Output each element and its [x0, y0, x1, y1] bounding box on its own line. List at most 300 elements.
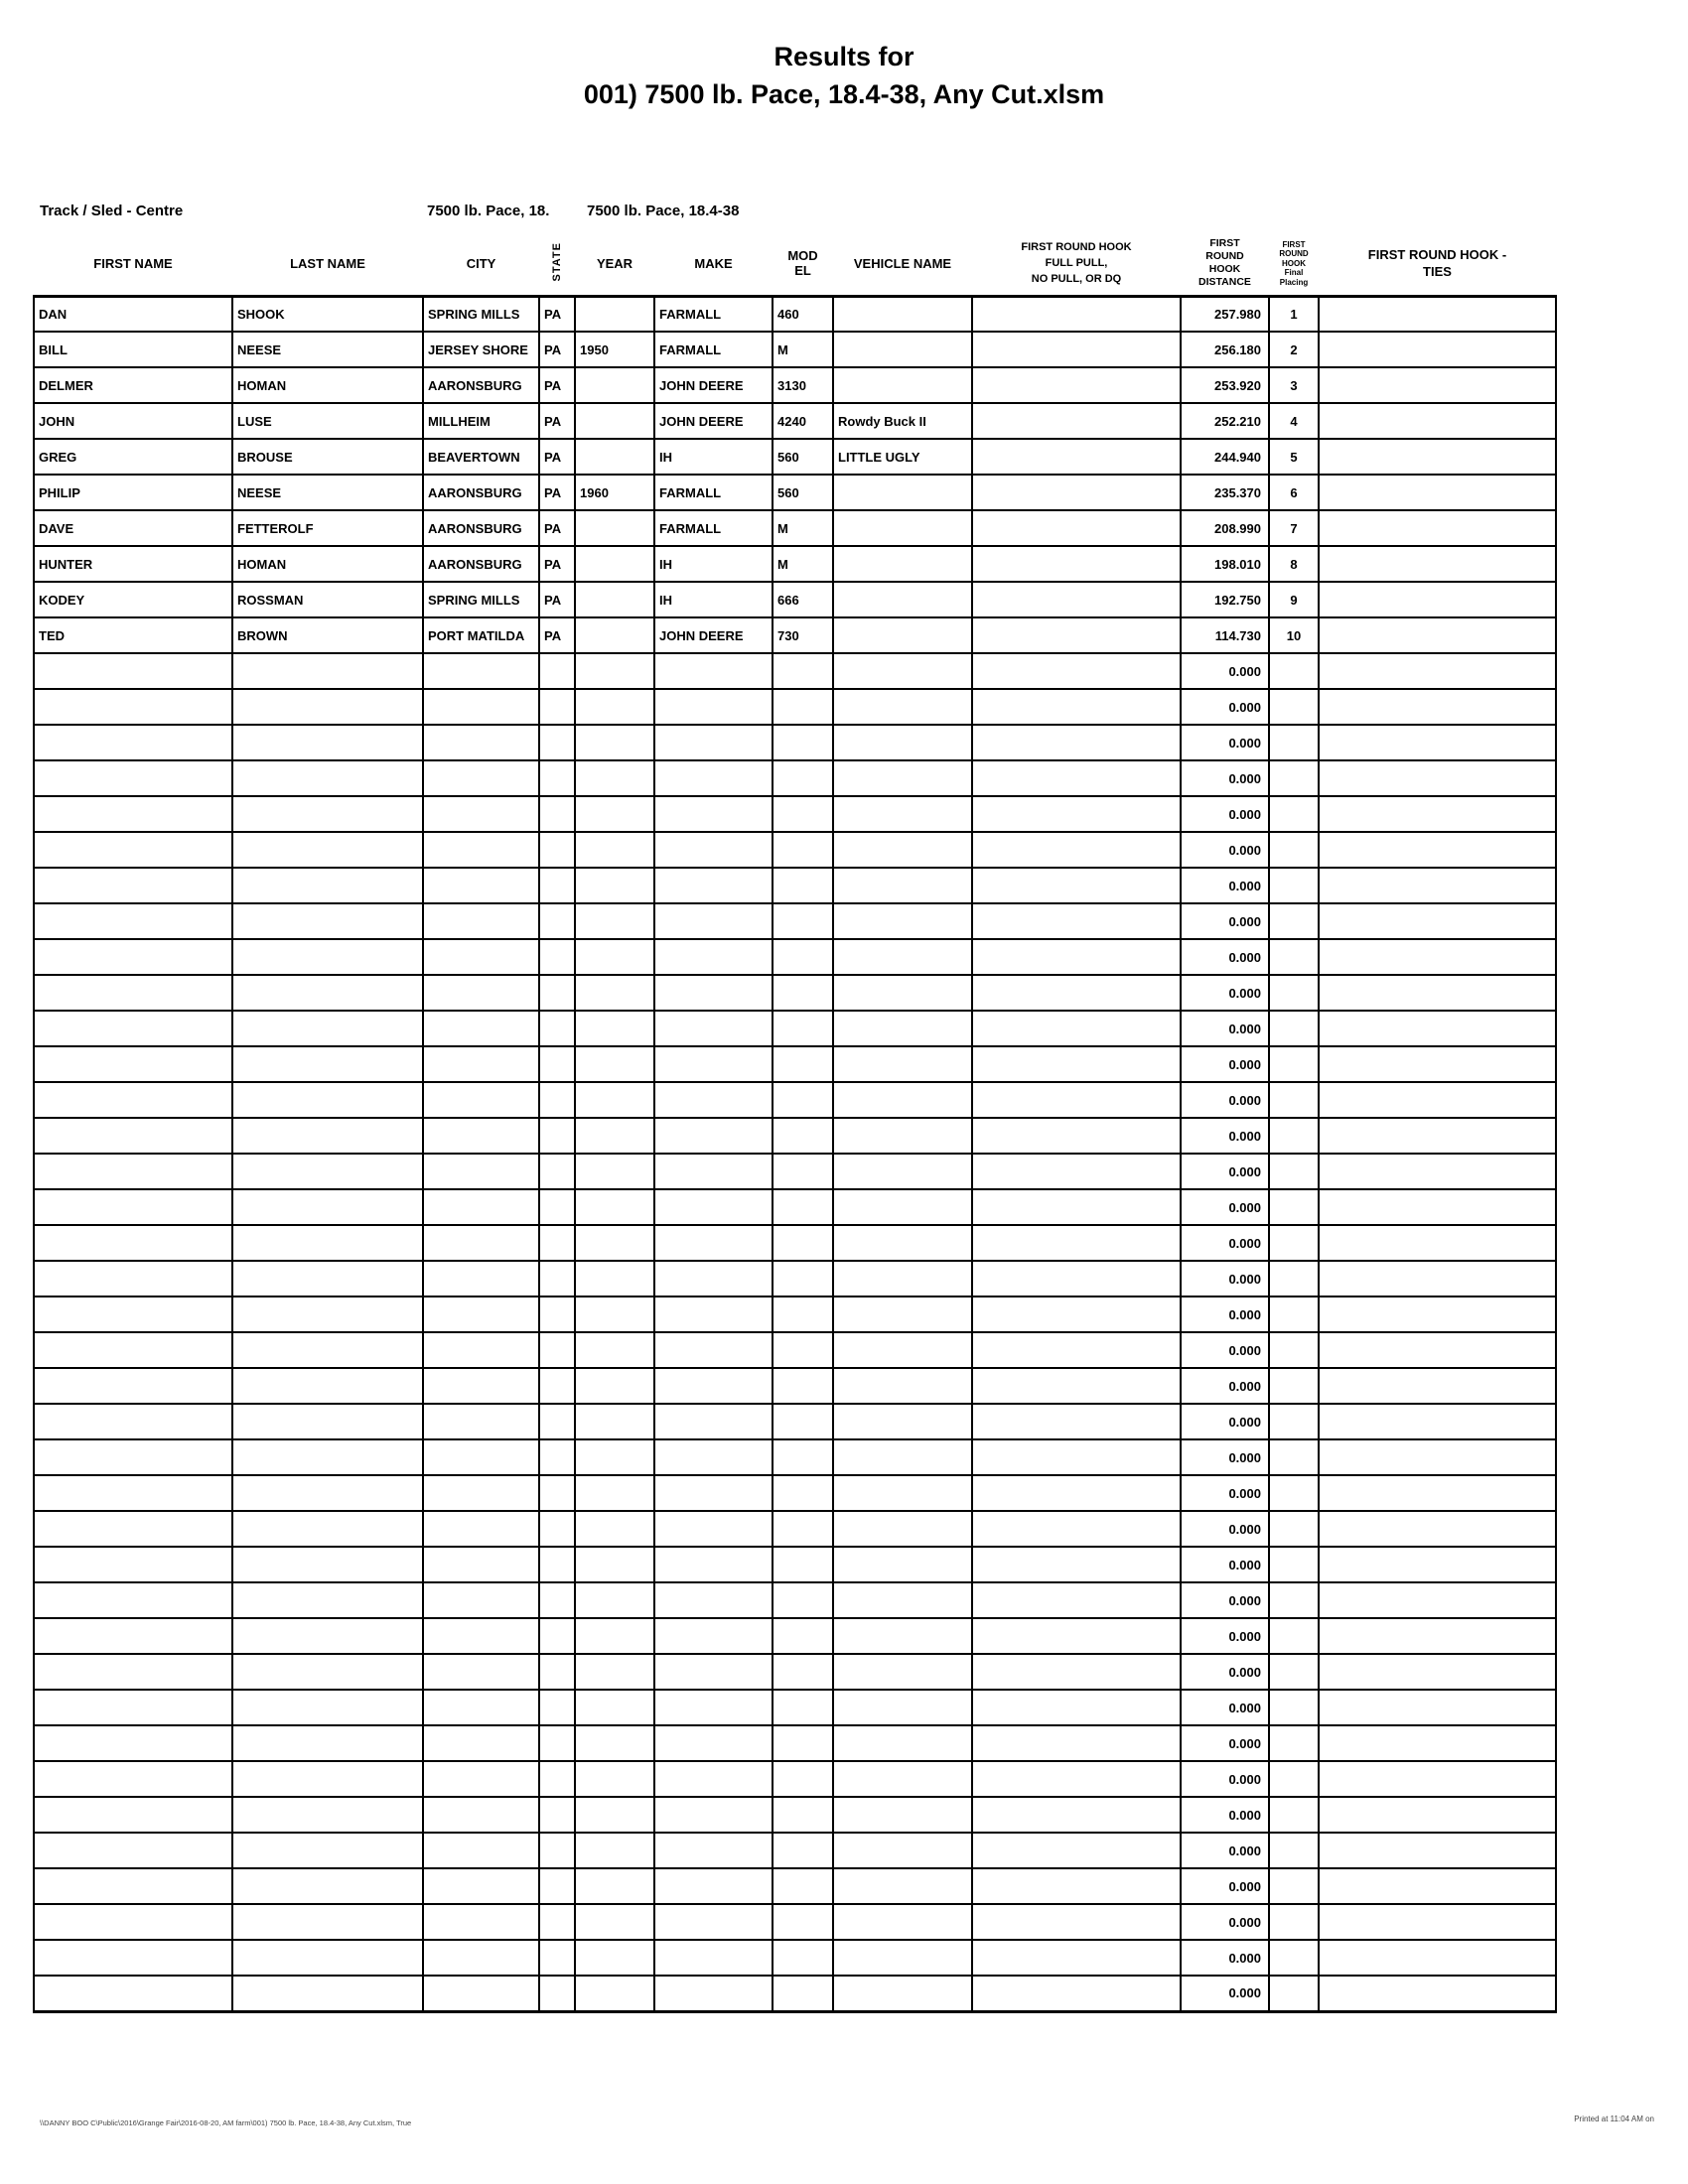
cell-first-round-hook-result: [972, 439, 1181, 475]
cell-first-round-hook-ties: [1319, 653, 1556, 689]
cell-city: [423, 1154, 539, 1189]
cell-first-round-hook-placing: [1269, 1833, 1319, 1868]
cell-first-round-hook-placing: [1269, 725, 1319, 760]
cell-vehicle-name: [833, 1797, 972, 1833]
cell-first-round-hook-result: [972, 903, 1181, 939]
cell-model: M: [773, 510, 833, 546]
cell-state: PA: [539, 367, 575, 403]
cell-first-round-hook-distance: 0.000: [1181, 1582, 1269, 1618]
cell-first-round-hook-distance: 0.000: [1181, 1904, 1269, 1940]
cell-first-round-hook-result: [972, 1368, 1181, 1404]
cell-vehicle-name: [833, 1261, 972, 1297]
cell-city: [423, 1011, 539, 1046]
cell-first-round-hook-result: [972, 1154, 1181, 1189]
cell-make: FARMALL: [654, 510, 773, 546]
cell-city: [423, 1725, 539, 1761]
cell-make: [654, 653, 773, 689]
cell-year: [575, 546, 654, 582]
cell-city: AARONSBURG: [423, 367, 539, 403]
header-year: YEAR: [596, 255, 633, 271]
cell-first-name: [34, 1439, 232, 1475]
track-sled-label: Track / Sled - Centre: [40, 203, 184, 219]
cell-last-name: [232, 1404, 423, 1439]
header-row: [34, 232, 1556, 296]
cell-state: [539, 975, 575, 1011]
cell-last-name: [232, 1868, 423, 1904]
cell-state: [539, 903, 575, 939]
cell-year: [575, 1261, 654, 1297]
cell-first-round-hook-result: [972, 1332, 1181, 1368]
cell-first-round-hook-distance: 244.940: [1181, 439, 1269, 475]
cell-last-name: [232, 1082, 423, 1118]
cell-make: [654, 1833, 773, 1868]
cell-first-name: [34, 1261, 232, 1297]
header-first-round-hook-placing: FIRST ROUND HOOK Final Placing: [1279, 239, 1309, 287]
cell-first-round-hook-ties: [1319, 1046, 1556, 1082]
cell-first-round-hook-distance: 0.000: [1181, 1297, 1269, 1332]
cell-first-round-hook-result: [972, 1261, 1181, 1297]
cell-first-round-hook-placing: [1269, 1118, 1319, 1154]
cell-vehicle-name: LITTLE UGLY: [833, 439, 972, 475]
cell-first-round-hook-distance: 0.000: [1181, 1797, 1269, 1833]
cell-vehicle-name: [833, 1761, 972, 1797]
cell-city: BEAVERTOWN: [423, 439, 539, 475]
table-row: [34, 1690, 1556, 1725]
cell-first-round-hook-result: [972, 868, 1181, 903]
cell-year: [575, 296, 654, 332]
cell-first-round-hook-result: [972, 939, 1181, 975]
cell-make: JOHN DEERE: [654, 403, 773, 439]
cell-year: [575, 1761, 654, 1797]
cell-vehicle-name: Rowdy Buck II: [833, 403, 972, 439]
cell-year: [575, 1618, 654, 1654]
cell-vehicle-name: [833, 689, 972, 725]
header-first-round-hook-result: FIRST ROUND HOOK FULL PULL, NO PULL, OR DQ: [1021, 241, 1132, 286]
cell-model: [773, 832, 833, 868]
cell-first-round-hook-result: [972, 1511, 1181, 1547]
cell-vehicle-name: [833, 975, 972, 1011]
cell-model: 560: [773, 439, 833, 475]
cell-model: [773, 1297, 833, 1332]
cell-year: [575, 582, 654, 617]
cell-city: [423, 903, 539, 939]
cell-first-round-hook-placing: [1269, 939, 1319, 975]
cell-vehicle-name: [833, 367, 972, 403]
cell-state: [539, 1833, 575, 1868]
cell-first-round-hook-distance: 0.000: [1181, 1189, 1269, 1225]
header-first-round-hook-distance: FIRST ROUND HOOK DISTANCE: [1198, 237, 1251, 289]
cell-city: [423, 1332, 539, 1368]
cell-first-round-hook-distance: 0.000: [1181, 1976, 1269, 2011]
cell-first-round-hook-distance: 253.920: [1181, 367, 1269, 403]
cell-year: [575, 689, 654, 725]
cell-year: [575, 1725, 654, 1761]
cell-first-round-hook-ties: [1319, 1940, 1556, 1976]
cell-last-name: LUSE: [232, 403, 423, 439]
table-row: [34, 1439, 1556, 1475]
cell-state: [539, 725, 575, 760]
table-row: [34, 1833, 1556, 1868]
table-row: [34, 725, 1556, 760]
cell-last-name: [232, 832, 423, 868]
cell-first-round-hook-result: [972, 1833, 1181, 1868]
table-row: [34, 1225, 1556, 1261]
cell-city: [423, 1833, 539, 1868]
cell-first-round-hook-placing: [1269, 1332, 1319, 1368]
cell-first-name: [34, 1547, 232, 1582]
table-row: [34, 1189, 1556, 1225]
cell-first-name: [34, 832, 232, 868]
cell-vehicle-name: [833, 617, 972, 653]
cell-last-name: [232, 1511, 423, 1547]
cell-last-name: [232, 939, 423, 975]
cell-state: [539, 868, 575, 903]
cell-make: [654, 1690, 773, 1725]
cell-vehicle-name: [833, 939, 972, 975]
cell-make: [654, 796, 773, 832]
cell-first-round-hook-ties: [1319, 1404, 1556, 1439]
cell-make: [654, 1225, 773, 1261]
cell-first-round-hook-placing: [1269, 1511, 1319, 1547]
cell-make: [654, 1618, 773, 1654]
cell-state: PA: [539, 332, 575, 367]
cell-city: [423, 653, 539, 689]
cell-last-name: NEESE: [232, 475, 423, 510]
cell-city: SPRING MILLS: [423, 296, 539, 332]
cell-first-name: [34, 796, 232, 832]
cell-make: [654, 1976, 773, 2011]
cell-city: [423, 1475, 539, 1511]
cell-state: [539, 653, 575, 689]
cell-state: [539, 1547, 575, 1582]
cell-first-round-hook-ties: [1319, 1511, 1556, 1547]
cell-city: [423, 1439, 539, 1475]
cell-vehicle-name: [833, 1654, 972, 1690]
table-row: [34, 403, 1556, 439]
cell-make: [654, 975, 773, 1011]
cell-model: [773, 1725, 833, 1761]
cell-vehicle-name: [833, 1725, 972, 1761]
cell-make: [654, 1154, 773, 1189]
cell-first-round-hook-ties: [1319, 1439, 1556, 1475]
cell-vehicle-name: [833, 1439, 972, 1475]
cell-year: [575, 975, 654, 1011]
cell-first-round-hook-result: [972, 367, 1181, 403]
cell-model: [773, 1904, 833, 1940]
cell-first-name: [34, 1690, 232, 1725]
cell-first-round-hook-distance: 0.000: [1181, 689, 1269, 725]
cell-first-round-hook-distance: 0.000: [1181, 868, 1269, 903]
cell-year: [575, 1225, 654, 1261]
cell-first-name: DAVE: [34, 510, 232, 546]
cell-first-round-hook-distance: 0.000: [1181, 1154, 1269, 1189]
cell-state: [539, 1154, 575, 1189]
table-row: [34, 653, 1556, 689]
table-row: [34, 475, 1556, 510]
cell-first-round-hook-ties: [1319, 1332, 1556, 1368]
cell-last-name: FETTEROLF: [232, 510, 423, 546]
cell-city: [423, 725, 539, 760]
cell-first-round-hook-distance: 0.000: [1181, 653, 1269, 689]
table-row: [34, 1118, 1556, 1154]
cell-first-round-hook-distance: 257.980: [1181, 296, 1269, 332]
cell-vehicle-name: [833, 1368, 972, 1404]
cell-make: IH: [654, 582, 773, 617]
table-row: [34, 1725, 1556, 1761]
cell-city: AARONSBURG: [423, 546, 539, 582]
table-row: [34, 1046, 1556, 1082]
cell-vehicle-name: [833, 1404, 972, 1439]
cell-model: [773, 1547, 833, 1582]
cell-last-name: HOMAN: [232, 546, 423, 582]
table-row: [34, 1404, 1556, 1439]
cell-year: [575, 403, 654, 439]
cell-first-round-hook-distance: 0.000: [1181, 1868, 1269, 1904]
cell-model: M: [773, 332, 833, 367]
cell-vehicle-name: [833, 1976, 972, 2011]
cell-first-round-hook-result: [972, 1582, 1181, 1618]
cell-first-round-hook-placing: [1269, 1976, 1319, 2011]
cell-vehicle-name: [833, 1868, 972, 1904]
cell-city: [423, 1654, 539, 1690]
cell-first-round-hook-distance: 0.000: [1181, 1011, 1269, 1046]
cell-first-name: [34, 1904, 232, 1940]
header-model: MOD EL: [787, 248, 818, 279]
table-row: [34, 689, 1556, 725]
table-row: [34, 1582, 1556, 1618]
cell-first-round-hook-placing: 6: [1269, 475, 1319, 510]
cell-make: [654, 1297, 773, 1332]
cell-last-name: [232, 1046, 423, 1082]
table-row: [34, 1654, 1556, 1690]
cell-city: [423, 1225, 539, 1261]
cell-first-round-hook-placing: 10: [1269, 617, 1319, 653]
cell-first-round-hook-placing: [1269, 1368, 1319, 1404]
cell-vehicle-name: [833, 1940, 972, 1976]
cell-first-round-hook-distance: 0.000: [1181, 1475, 1269, 1511]
cell-make: [654, 1082, 773, 1118]
cell-first-round-hook-distance: 0.000: [1181, 1261, 1269, 1297]
page-title: Results for: [774, 42, 914, 71]
cell-first-round-hook-distance: 0.000: [1181, 1046, 1269, 1082]
cell-model: [773, 653, 833, 689]
cell-state: [539, 1475, 575, 1511]
cell-first-round-hook-result: [972, 1690, 1181, 1725]
cell-state: [539, 1511, 575, 1547]
cell-last-name: [232, 1547, 423, 1582]
cell-make: [654, 1940, 773, 1976]
cell-first-round-hook-result: [972, 653, 1181, 689]
class-name-truncated: 7500 lb. Pace, 18.: [427, 203, 550, 219]
cell-first-round-hook-distance: 0.000: [1181, 725, 1269, 760]
cell-last-name: [232, 1797, 423, 1833]
cell-make: [654, 903, 773, 939]
cell-make: FARMALL: [654, 332, 773, 367]
cell-last-name: [232, 1189, 423, 1225]
cell-year: [575, 1511, 654, 1547]
cell-model: [773, 1118, 833, 1154]
table-row: [34, 510, 1556, 546]
results-table-body: [34, 296, 1556, 2011]
cell-first-round-hook-ties: [1319, 1797, 1556, 1833]
cell-first-round-hook-distance: 252.210: [1181, 403, 1269, 439]
cell-last-name: [232, 1225, 423, 1261]
cell-first-round-hook-result: [972, 403, 1181, 439]
table-row: [34, 617, 1556, 653]
table-row: [34, 582, 1556, 617]
cell-first-name: [34, 1868, 232, 1904]
cell-first-name: [34, 1404, 232, 1439]
cell-make: [654, 1761, 773, 1797]
cell-first-name: [34, 1833, 232, 1868]
cell-vehicle-name: [833, 760, 972, 796]
table-row: [34, 1976, 1556, 2011]
cell-model: [773, 868, 833, 903]
cell-model: 560: [773, 475, 833, 510]
cell-first-round-hook-ties: [1319, 1833, 1556, 1868]
cell-city: SPRING MILLS: [423, 582, 539, 617]
cell-first-name: [34, 760, 232, 796]
cell-first-round-hook-distance: 0.000: [1181, 760, 1269, 796]
cell-year: [575, 1976, 654, 2011]
cell-model: [773, 1761, 833, 1797]
cell-make: [654, 1332, 773, 1368]
cell-first-round-hook-result: [972, 1797, 1181, 1833]
cell-first-round-hook-placing: 5: [1269, 439, 1319, 475]
cell-first-round-hook-ties: [1319, 296, 1556, 332]
cell-first-round-hook-ties: [1319, 725, 1556, 760]
cell-first-round-hook-placing: [1269, 832, 1319, 868]
cell-first-round-hook-placing: [1269, 689, 1319, 725]
cell-model: [773, 760, 833, 796]
cell-vehicle-name: [833, 1011, 972, 1046]
cell-first-round-hook-result: [972, 832, 1181, 868]
table-row: [34, 975, 1556, 1011]
cell-make: [654, 1011, 773, 1046]
cell-first-name: [34, 975, 232, 1011]
cell-last-name: [232, 1332, 423, 1368]
cell-vehicle-name: [833, 1297, 972, 1332]
table-row: [34, 1904, 1556, 1940]
cell-first-round-hook-result: [972, 1547, 1181, 1582]
cell-city: [423, 1868, 539, 1904]
cell-first-round-hook-ties: [1319, 903, 1556, 939]
cell-first-name: [34, 1582, 232, 1618]
cell-vehicle-name: [833, 332, 972, 367]
cell-last-name: [232, 796, 423, 832]
cell-first-round-hook-ties: [1319, 1118, 1556, 1154]
table-row: [34, 332, 1556, 367]
cell-make: [654, 1654, 773, 1690]
cell-year: [575, 760, 654, 796]
cell-first-name: [34, 1940, 232, 1976]
cell-vehicle-name: [833, 1547, 972, 1582]
cell-model: [773, 1368, 833, 1404]
cell-first-name: [34, 868, 232, 903]
cell-first-round-hook-placing: 8: [1269, 546, 1319, 582]
table-row: [34, 1797, 1556, 1833]
cell-city: [423, 1940, 539, 1976]
cell-first-round-hook-ties: [1319, 1618, 1556, 1654]
cell-vehicle-name: [833, 1118, 972, 1154]
header-first-name: FIRST NAME: [93, 255, 173, 271]
cell-first-round-hook-placing: [1269, 1582, 1319, 1618]
table-row: [34, 1618, 1556, 1654]
cell-first-round-hook-ties: [1319, 1904, 1556, 1940]
cell-year: [575, 1797, 654, 1833]
cell-year: [575, 1189, 654, 1225]
cell-first-round-hook-placing: [1269, 1297, 1319, 1332]
table-row: [34, 903, 1556, 939]
cell-first-round-hook-result: [972, 1761, 1181, 1797]
cell-city: [423, 868, 539, 903]
cell-city: [423, 1976, 539, 2011]
table-row: [34, 1368, 1556, 1404]
cell-first-round-hook-result: [972, 582, 1181, 617]
cell-first-round-hook-result: [972, 760, 1181, 796]
cell-first-round-hook-distance: 0.000: [1181, 1725, 1269, 1761]
cell-year: 1960: [575, 475, 654, 510]
cell-vehicle-name: [833, 1332, 972, 1368]
cell-first-round-hook-result: [972, 796, 1181, 832]
cell-first-round-hook-ties: [1319, 1368, 1556, 1404]
cell-make: [654, 1725, 773, 1761]
cell-first-round-hook-ties: [1319, 510, 1556, 546]
cell-first-name: [34, 725, 232, 760]
cell-make: [654, 868, 773, 903]
table-row: [34, 546, 1556, 582]
cell-first-round-hook-placing: [1269, 1011, 1319, 1046]
cell-first-round-hook-ties: [1319, 760, 1556, 796]
cell-state: PA: [539, 510, 575, 546]
cell-first-name: TED: [34, 617, 232, 653]
cell-first-name: [34, 1082, 232, 1118]
cell-year: [575, 1046, 654, 1082]
cell-make: [654, 1439, 773, 1475]
header-vehicle-name: VEHICLE NAME: [853, 255, 952, 271]
cell-last-name: SHOOK: [232, 296, 423, 332]
cell-vehicle-name: [833, 1082, 972, 1118]
cell-state: [539, 1797, 575, 1833]
header-city: CITY: [466, 255, 496, 271]
cell-city: [423, 760, 539, 796]
cell-city: [423, 975, 539, 1011]
table-row: [34, 439, 1556, 475]
cell-last-name: [232, 903, 423, 939]
table-row: [34, 1261, 1556, 1297]
cell-first-name: [34, 1976, 232, 2011]
cell-first-round-hook-result: [972, 332, 1181, 367]
cell-first-round-hook-distance: 0.000: [1181, 1940, 1269, 1976]
cell-first-round-hook-distance: 235.370: [1181, 475, 1269, 510]
cell-first-name: [34, 1011, 232, 1046]
cell-last-name: [232, 1654, 423, 1690]
cell-first-name: DELMER: [34, 367, 232, 403]
cell-city: [423, 1082, 539, 1118]
cell-make: [654, 1868, 773, 1904]
cell-city: [423, 1547, 539, 1582]
cell-first-name: HUNTER: [34, 546, 232, 582]
cell-city: [423, 1261, 539, 1297]
cell-first-round-hook-ties: [1319, 1690, 1556, 1725]
cell-state: [539, 1404, 575, 1439]
cell-model: [773, 689, 833, 725]
header-first-round-hook-ties: FIRST ROUND HOOK - TIES: [1367, 247, 1507, 280]
cell-state: PA: [539, 546, 575, 582]
cell-year: [575, 1868, 654, 1904]
cell-first-name: [34, 1618, 232, 1654]
cell-first-name: [34, 1511, 232, 1547]
